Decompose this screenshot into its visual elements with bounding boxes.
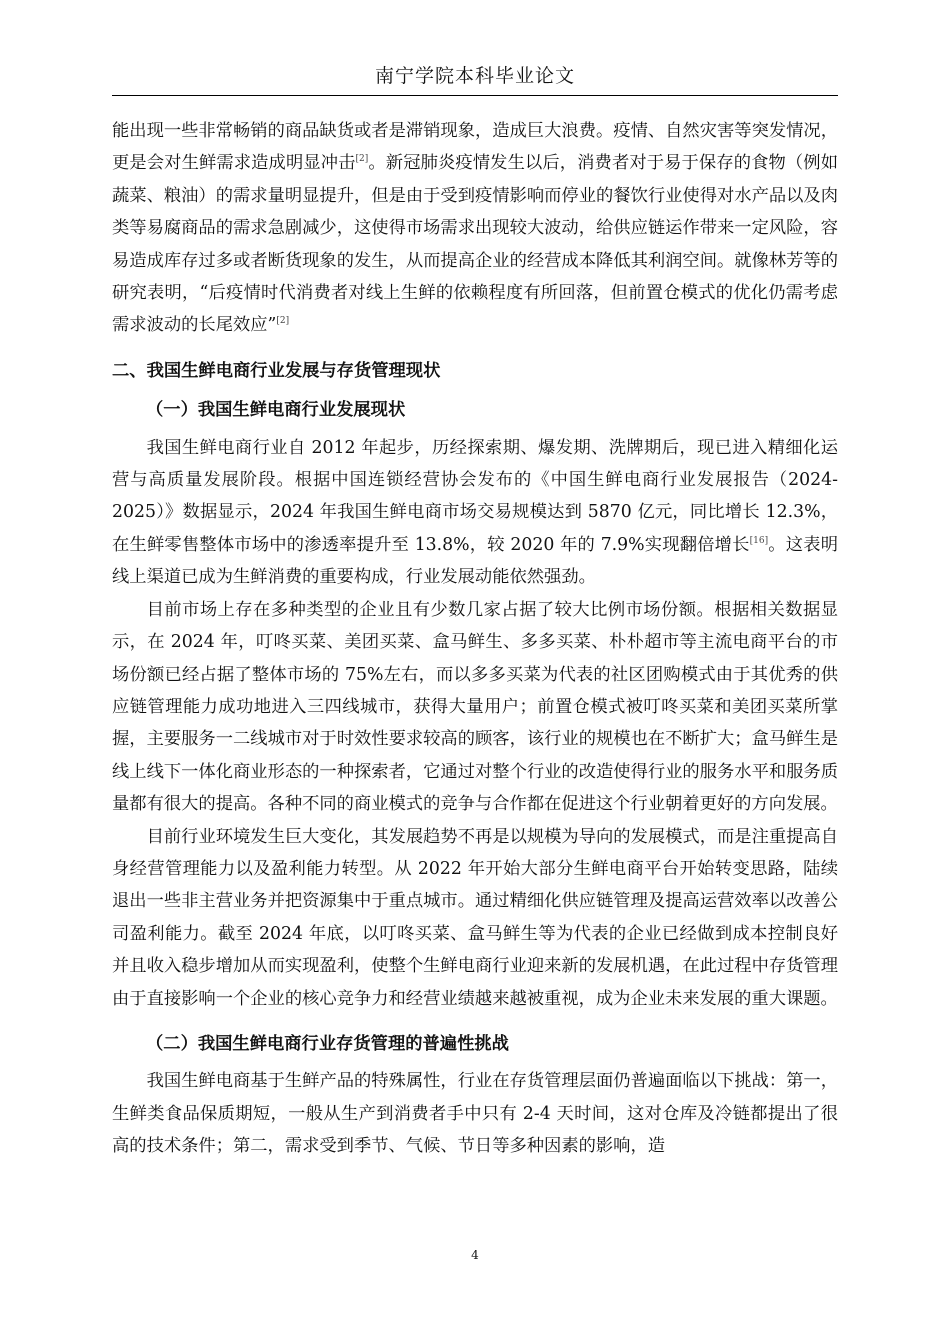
header-rule <box>112 95 838 96</box>
paragraph: 目前市场上存在多种类型的企业且有少数几家占据了较大比例市场份额。根据相关数据显示，在 2024 年，叮咚买菜、美团买菜、盒马鲜生、多多买菜、朴朴超市等主流电商平台的市场份额已经占据了整体市场的 75%左右，而以多多买菜为代表的社区团购模式由于其优秀的供应链管理能力成功地进入三四线城市，获得大量用户；前置仓模式被叮咚买菜和美团买菜所掌握，主要服务一二线城市对于时效性要求较高的顾客，该行业的规模也在不断扩大；盒马鲜生是线上线下一体化商业形态的一种探索者，它通过对整个行业的改造使得行业的服务水平和服务质量都有很大的提高。各种不同的商业模式的竞争与合作都在促进这个行业朝着更好的方向发展。 <box>112 599 838 815</box>
paragraph: 我国生鲜电商基于生鲜产品的特殊属性，行业在存货管理层面仍普遍面临以下挑战：第一，生鲜类食品保质期短，一般从生产到消费者手中只有 2-4 天时间，这对仓库及冷链都提出了很高的技术条件；第二，需求受到季节、气候、节日等多种因素的影响，造 <box>112 1071 838 1157</box>
paragraph: 目前行业环境发生巨大变化，其发展趋势不再是以规模为导向的发展模式，而是注重提高自身经营管理能力以及盈利能力转型。从 2022 年开始大部分生鲜电商平台开始转变思路，陆续退出一些非主营业务并把资源集中于重点城市。通过精细化供应链管理及提高运营效率以改善公司盈利能力。截至 2024 年底，以叮咚买菜、盒马鲜生等为代表的企业已经做到成本控制良好并且收入稳步增加从而实现盈利，使整个生鲜电商行业迎来新的发展机遇，在此过程中存货管理由于直接影响一个企业的核心竞争力和经营业绩越来越被重视，成为企业未来发展的重大课题。 <box>112 826 838 1009</box>
citation-ref: [2] <box>276 316 290 327</box>
paragraph-text: 我国生鲜电商行业自 2012 年起步，历经探索期、爆发期、洗牌期后，现已进入精细化运营与高质量发展阶段。根据中国连锁经营协会发布的《中国生鲜电商行业发展报告（2024-2025）》数据显示，2024 年我国生鲜电商市场交易规模达到 5870 亿元，同比增长 12.3%，在生鲜零售整体市场中的渗透率提升至 13.8%，较 2020 年的 7.9%实现翻倍增长 <box>112 437 838 555</box>
subsection-heading: （二）我国生鲜电商行业存货管理的普遍性挑战 <box>146 1033 509 1054</box>
paragraph-text: 。这表明线上渠道已成为生鲜消费的重要构成，行业发展动能依然强劲。 <box>112 534 838 588</box>
citation-ref: [2] <box>355 154 369 165</box>
paragraph <box>112 432 838 594</box>
page-body <box>112 115 838 1163</box>
section-heading: 二、我国生鲜电商行业发展与存货管理现状 <box>112 360 441 381</box>
subsection-heading: （一）我国生鲜电商行业发展现状 <box>146 400 406 421</box>
paragraph-text: 能出现一些非常畅销的商品缺货或者是滞销现象，造成巨大浪费。疫情、自然灾害等突发情况，更是会对生鲜需求造成明显冲击 <box>112 121 838 174</box>
paragraph-text: 。新冠肺炎疫情发生以后，消费者对于易于保存的食物（例如蔬菜、粮油）的需求量明显提升，但是由于受到疫情影响而停业的餐饮行业使得对水产品以及肉类等易腐商品的需求急剧减少，这使得市场需求出现较大波动，给供应链运作带来一定风险，容易造成库存过多或者断货现象的发生，从而提高企业的经营成本降低其利润空间。就像林芳等的研究表明，“后疫情时代消费者对线上生鲜的依赖程度有所回落，但前置仓模式的优化仍需考虑需求波动的长尾效应” <box>112 153 838 336</box>
citation-ref: [16] <box>749 535 769 546</box>
paragraph-continuation <box>112 115 838 342</box>
running-header: 南宁学院本科毕业论文 <box>374 65 575 87</box>
page-number: 4 <box>471 1248 479 1262</box>
